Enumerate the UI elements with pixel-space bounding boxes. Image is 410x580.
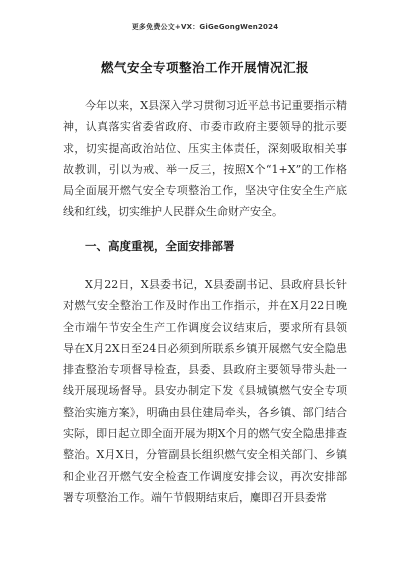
section-heading: 一、高度重视，全面安排部署 — [85, 239, 235, 253]
section-paragraph: X月22日，X县委书记，X县委副书记、县政府县长针对燃气安全整治工作及时作出工作指示，并在X月22日晚全市端午节安全生产工作调度会议结束后，要求所有县领导在X月2X日至24日必须到所联系乡镇开展燃气安全隐患排查整治专项督导检查，县委、县政府主要领导带头赴一线开展现场督导。县安办制定下发《县城镇燃气安全专项整治实施方案》，明确由县住建局牵头，各乡镇、部门结合实际，即日起立即全面开展为期X个月的燃气安全隐患排查整治。X月X日，分管副县长组织燃气安全相关部门、乡镇和企业召开燃气安全检查工作调度安排会议，再次安排部署专项整治工作。端午节假期结束后，麋即召开县委常 — [63, 278, 347, 504]
header-watermark: 更多免费公文+VX：GiGeGongWen2024 — [131, 23, 279, 31]
intro-paragraph: 今年以来，X县深入学习贯彻习近平总书记重要指示精神，认真落实省委省政府、市委市政府主要领导的批示要求，切实提高政治站位、压实主体责任，深刻吸取相关事故教训，引以为戒、举一反三，按照X个“1+X”的工作格局全面展开燃气安全专项整治工作，坚决守住安全生产底线和红线，切实维护人民群众生命财产安全。 — [63, 99, 347, 219]
document-title: 燃气安全专项整治工作开展情况汇报 — [100, 60, 309, 75]
